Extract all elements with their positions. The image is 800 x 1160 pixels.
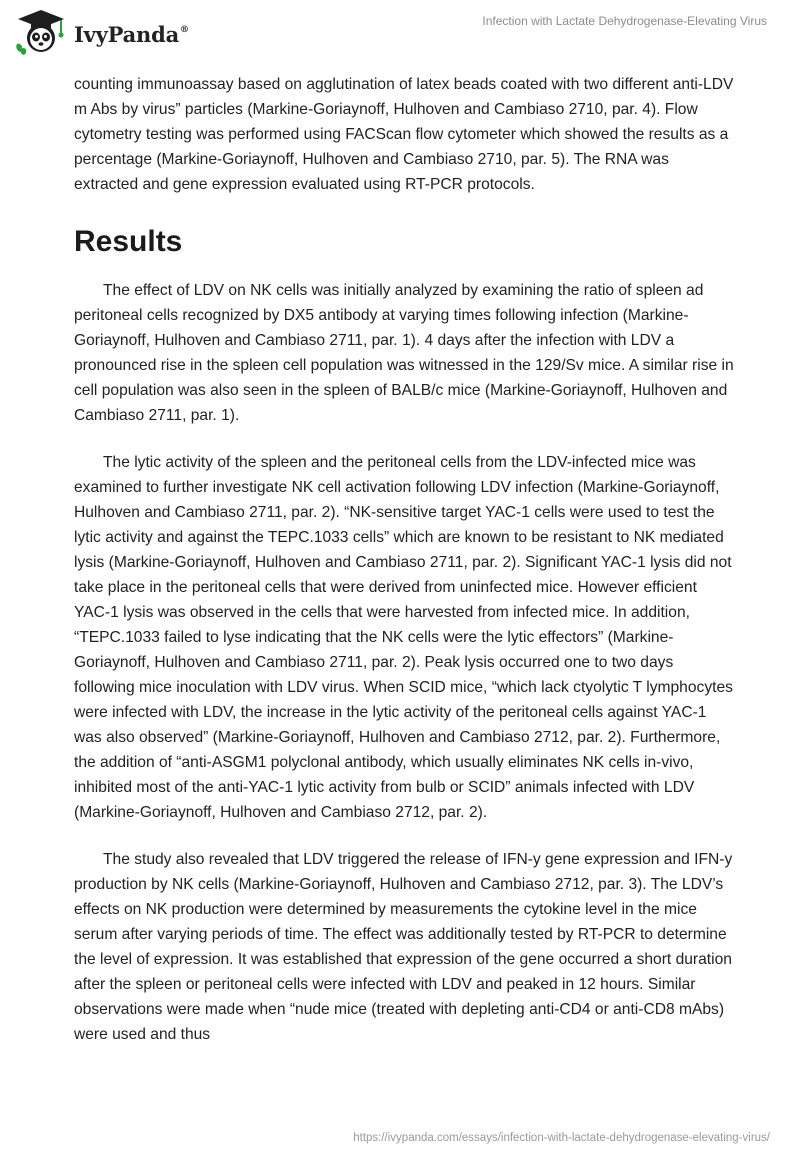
panda-graduate-icon xyxy=(14,8,68,56)
document-title: Infection with Lactate Dehydrogenase-Elevating Virus xyxy=(482,14,767,28)
body-paragraph: The lytic activity of the spleen and the peritoneal cells from the LDV-infected mice was examined to further investigate NK cell activation following LDV infection (Markine-Goriaynoff, Hulhoven and Cambiaso 2711, par. 2). “NK-sensitive target YAC-1 cells were used to test the lytic activity and against the TEPC.1033 cells” which are known to be resistant to NK mediated lysis (Markine-Goriaynoff, Hulhoven and Cambiaso 2711, par. 2). Significant YAC-1 lysis did not take place in the peritoneal cells that were derived from uninfected mice. However efficient YAC-1 lysis was observed in the cells that were harvested from infected mice. In addition, “TEPC.1033 failed to lyse indicating that the NK cells were the lytic effectors” (Markine-Goriaynoff, Hulhoven and Cambiaso 2711, par. 2). Peak lysis occurred one to two days following mice inoculation with LDV virus. When SCID mice, “which lack ctyolytic T lymphocytes were infected with LDV, the increase in the lytic activity of the peritoneal cells against YAC-1 was also observed” (Markine-Goriaynoff, Hulhoven and Cambiaso 2712, par. 2). Furthermore, the addition of “anti-ASGM1 polyclonal antibody, which usually eliminates NK cells in-vivo, inhibited most of the anti-YAC-1 lytic activity from bulb or SCID” animals infected with LDV (Markine-Goriaynoff, Hulhoven and Cambiaso 2712, par. 2). xyxy=(74,454,733,821)
page-header xyxy=(0,0,800,70)
source-url[interactable]: https://ivypanda.com/essays/infection-with-lactate-dehydrogenase-elevating-virus/ xyxy=(353,1132,770,1144)
ivypanda-logo[interactable] xyxy=(14,8,204,56)
essay-body xyxy=(74,72,734,1047)
body-paragraph: The effect of LDV on NK cells was initially analyzed by examining the ratio of spleen ad peritoneal cells recognized by DX5 antibody at varying times following infection (Markine-Goriaynoff, Hulhoven and Cambiaso 2711, par. 1). 4 days after the infection with LDV a pronounced rise in the spleen cell population was witnessed in the 129/Sv mice. A similar rise in cell population was also seen in the spleen of BALB/c mice (Markine-Goriaynoff, Hulhoven and Cambiaso 2711, par. 1). xyxy=(74,282,734,424)
intro-paragraph: counting immunoassay based on agglutination of latex beads coated with two different anti-LDV m Abs by virus” particles (Markine-Goriaynoff, Hulhoven and Cambiaso 2710, par. 4). Flow cytometry testing was performed using FACScan flow cytometer which showed the results as a percentage (Markine-Goriaynoff, Hulhoven and Cambiaso 2710, par. 5). The RNA was extracted and gene expression evaluated using RT-PCR protocols. xyxy=(74,76,734,193)
section-heading: Results xyxy=(74,225,183,258)
body-paragraph: The study also revealed that LDV triggered the release of IFN-y gene expression and IFN-y production by NK cells (Markine-Goriaynoff, Hulhoven and Cambiaso 2712, par. 3). The LDV’s effects on NK production were determined by measurements the cytokine level in the mice serum after varying periods of time. The effect was additionally tested by RT-PCR to determine the level of expression. It was established that expression of the gene occurred a short duration after the spleen or peritoneal cells were infected with LDV and peaked in 12 hours. Similar observations were made when “nude mice (treated with depleting anti-CD4 or anti-CD8 mAbs) were used and thus xyxy=(74,851,733,1043)
brand-name: IvyPanda® xyxy=(74,22,189,47)
